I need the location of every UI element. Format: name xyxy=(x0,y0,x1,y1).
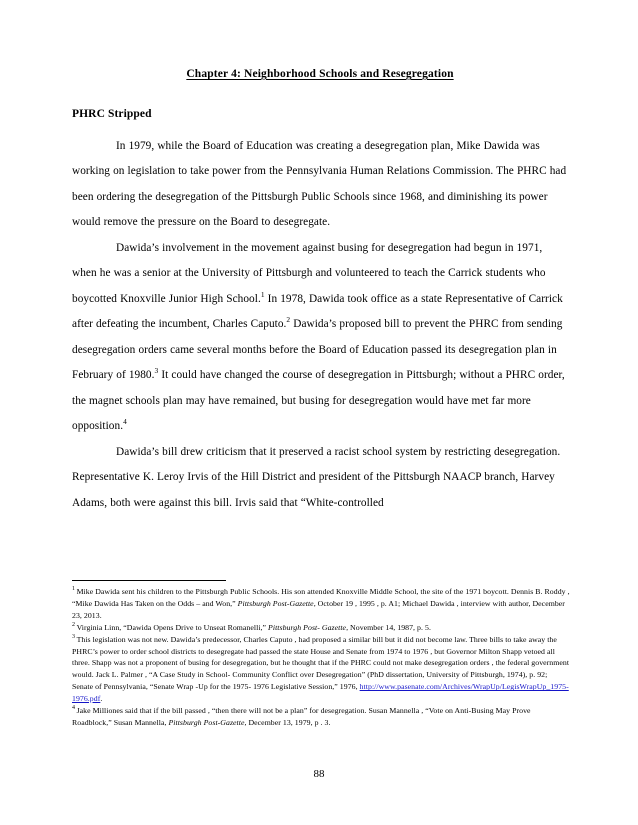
footnote-marker-1[interactable]: 1 xyxy=(260,289,265,299)
footnote-text: Mike Dawida sent his children to the Pittsburgh Public Schools. His son attended Knoxville Middle School, the site of the 1971 boycott. Dennis B. Roddy , “Mike Dawida Has Taken on the Odds – and Won,” xyxy=(72,587,570,608)
footnote-marker-2[interactable]: 2 xyxy=(286,315,291,325)
footnote-number: 2 xyxy=(72,622,76,629)
paragraph-segment: It could have changed the course of desegregation in Pittsburgh; without a PHRC order, the magnet schools plan may have remained, but busing for desegregation would have met far more opposition. xyxy=(72,369,565,433)
paragraph-text: Dawida’s bill drew criticism that it preserved a racist school system by restricting desegregation. Representative K. Leroy Irvis of the Hill District and president of the Pittsburgh NAACP branch, Harvey Adams, both were against this bill. Irvis said that “White-controlled xyxy=(72,445,561,509)
footnote-source-title: Pittsburgh Post- Gazette xyxy=(268,622,347,632)
footnote-number: 3 xyxy=(72,634,76,641)
footnote-text: , December 13, 1979, p . 3. xyxy=(244,717,331,727)
chapter-title xyxy=(72,68,568,82)
page-content xyxy=(72,68,568,516)
footnote-text: Virginia Linn, “Dawida Opens Drive to Unseat Romanelli,” xyxy=(76,622,269,632)
footnote-2 xyxy=(72,622,570,634)
paragraph-phrc-legislation xyxy=(72,134,568,236)
footnotes-section xyxy=(72,580,570,729)
paragraph-segment: In 1978, Dawida took office as a state Representative of Carrick after defeating the incumbent, Charles Caputo. xyxy=(72,292,563,331)
footnote-url-link[interactable]: http://www.pasenate.com/Archives/WrapUp/LegisWrapUp_1975-1976.pdf xyxy=(72,682,569,704)
footnote-source-title: Pittsburgh Post-Gazette xyxy=(168,717,245,727)
paragraph-text: In 1979, while the Board of Education was creating a desegregation plan, Mike Dawida was working on legislation to take power from the Pennsylvania Human Relations Commission. The PHRC had been ordering the desegregation of the Pittsburgh Public Schools since 1968, and diminishing its power would remove the pressure on the Board to desegregate. xyxy=(72,139,567,229)
footnote-text: Jake Milliones said that if the bill passed , “then there will not be a plan” for desegregation. Susan Mannella , “Vote on Anti-Busing May Prove Roadblock,” Susan Mannella, xyxy=(72,706,531,727)
chapter-title-text: Chapter 4: Neighborhood Schools and Resegregation xyxy=(186,68,454,80)
footnote-number: 1 xyxy=(72,586,76,593)
footnote-text: , November 14, 1987, p. 5. xyxy=(346,622,431,632)
paragraph-segment: Dawida’s involvement in the movement against busing for desegregation had begun in 1971, when he was a senior at the University of Pittsburgh and volunteered to teach the Carrick students who boycotted Knoxville Junior High School. xyxy=(72,241,546,305)
paragraph-segment: Dawida’s proposed bill to prevent the PHRC from sending desegregation orders came several months before the Board of Education passed its desegregation plan in February of 1980. xyxy=(72,318,563,382)
footnote-number: 4 xyxy=(72,705,76,712)
section-heading: PHRC Stripped xyxy=(72,107,152,120)
footnote-text: This legislation was not new. Dawida’s predecessor, Charles Caputo , had proposed a similar bill but it did not become law. Three bills to take away the PHRC’s power to order school districts to desegregate had passed the state House and Senate from 1974 to 1976 , but Governor Milton Shapp vetoed all three. Shapp was not a proponent of busing for desegregation, but he thought that if the PHRC could not make desegregation orders , the federal government would. Jack L. Palmer , “A Case Study in School- Community Conflict over Desegregation” (PhD dissertation, University of Pittsburgh, 1974), p. 92; Senate of Pennsylvania, “Senate Wrap -Up for the 1975- 1976 Legislative Session,” 1976, xyxy=(72,634,570,692)
footnote-marker-4[interactable]: 4 xyxy=(123,417,127,427)
footnote-source-title: Pittsburgh Post-Gazette xyxy=(237,598,314,608)
footnote-separator-rule xyxy=(72,580,226,581)
footnote-1 xyxy=(72,586,570,622)
page-number: 88 xyxy=(313,768,325,780)
paragraph-dawida-involvement xyxy=(72,236,568,440)
footnote-text: . xyxy=(100,694,103,704)
footnote-4 xyxy=(72,705,570,729)
footnote-marker-3[interactable]: 3 xyxy=(154,366,159,376)
footnote-3 xyxy=(72,634,570,705)
paragraph-bill-criticism xyxy=(72,440,568,517)
footnote-text: , October 19 , 1995 , p. A1; Michael Dawida , interview with author, December 23, 2013. xyxy=(72,598,565,620)
